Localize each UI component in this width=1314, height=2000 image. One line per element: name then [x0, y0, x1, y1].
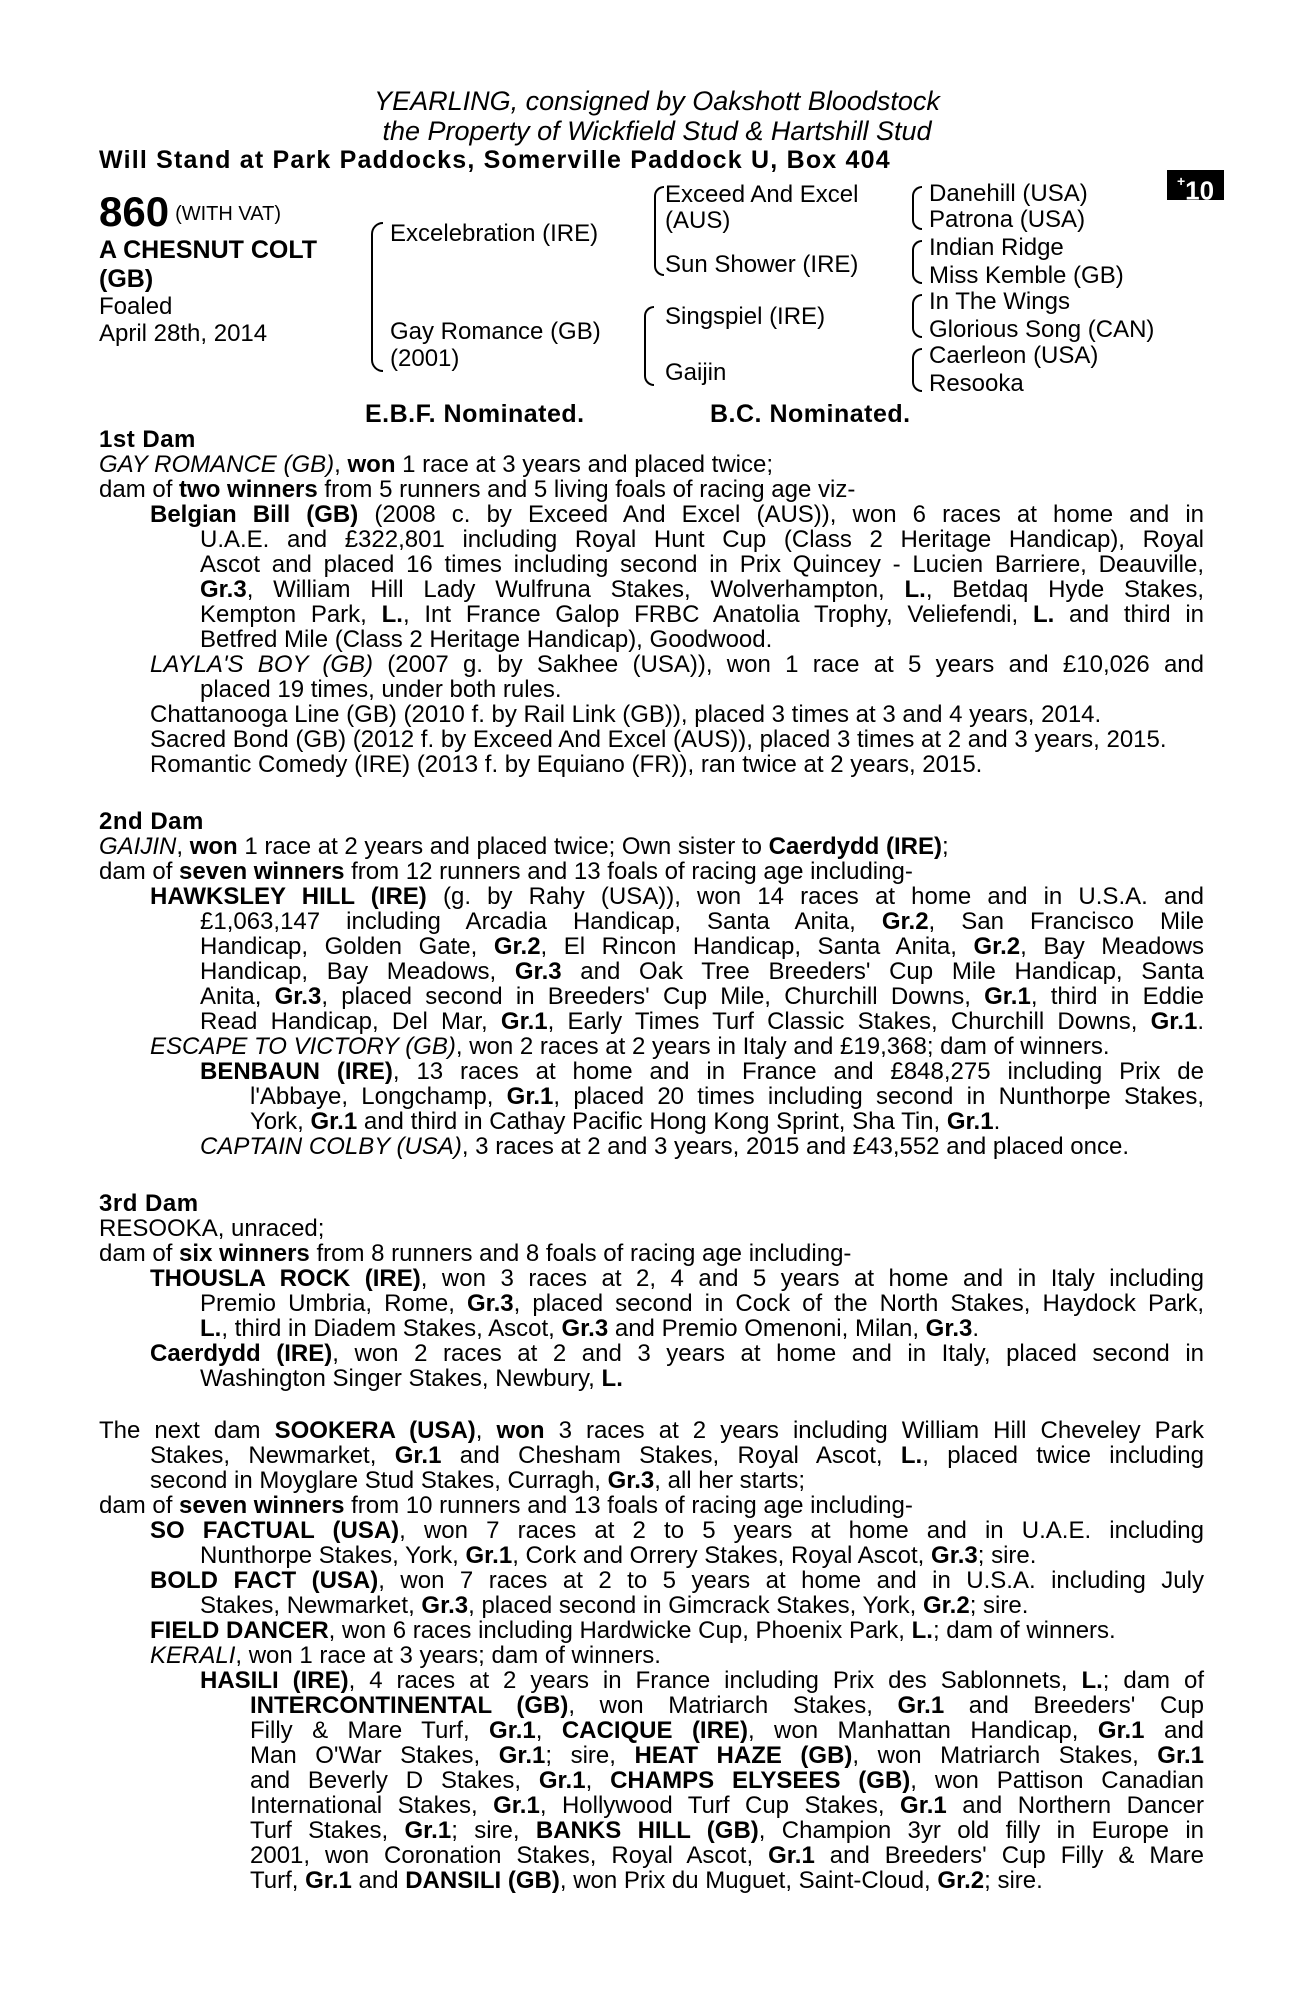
section-heading: 1st Dam — [99, 426, 196, 453]
pedigree-dds: Caerleon (USA) — [929, 342, 1099, 369]
produce-entry: HASILI (IRE), 4 races at 2 years in France including Prix des Sablonnets, L.; dam of — [200, 1667, 1204, 1694]
sire-sire-country: (AUS) — [665, 207, 731, 234]
produce-entry: CAPTAIN COLBY (USA), 3 races at 2 and 3 years, 2015 and £43,552 and placed once. — [200, 1133, 1130, 1160]
pedigree-ssd: Patrona (USA) — [929, 206, 1086, 233]
property-line: the Property of Wickfield Stud & Hartshill Stud — [382, 116, 932, 146]
pedigree-ddd: Resooka — [929, 370, 1024, 397]
dam-record-cont: Stakes, Newmarket, Gr.1 and Chesham Stakes, Royal Ascot, L., placed twice including — [150, 1442, 1204, 1469]
produce-entry-cont: Premio Umbria, Rome, Gr.3, placed second in Cock of the North Stakes, Haydock Park, — [200, 1290, 1204, 1317]
produce-entry: FIELD DANCER, won 6 races including Hardwicke Cup, Phoenix Park, L.; dam of winners. — [150, 1617, 1116, 1644]
ebf-nomination: E.B.F. Nominated. — [365, 400, 585, 428]
pedigree-sdd: Miss Kemble (GB) — [929, 262, 1124, 289]
produce-entry-cont: INTERCONTINENTAL (GB), won Matriarch Stakes, Gr.1 and Breeders' Cup — [250, 1692, 1204, 1719]
produce-entry-cont: Nunthorpe Stakes, York, Gr.1, Cork and Orrery Stakes, Royal Ascot, Gr.3; sire. — [200, 1542, 1037, 1569]
pedigree-dsd: Glorious Song (CAN) — [929, 316, 1155, 343]
dam-produce-summary: dam of seven winners from 12 runners and 13 foals of racing age including- — [99, 858, 913, 885]
dam-record: GAIJIN, won 1 race at 2 years and placed twice; Own sister to Caerdydd (IRE); — [99, 833, 949, 860]
produce-entry-cont: Man O'War Stakes, Gr.1; sire, HEAT HAZE (GB), won Matriarch Stakes, Gr.1 — [250, 1742, 1204, 1769]
produce-entry: Romantic Comedy (IRE) (2013 f. by Equiano (FR)), ran twice at 2 years, 2015. — [150, 751, 983, 778]
produce-entry-cont: Betfred Mile (Class 2 Heritage Handicap), Goodwood. — [200, 626, 773, 653]
produce-entry-cont: Ascot and placed 16 times including second in Prix Quincey - Lucien Barriere, Deauville, — [200, 551, 1204, 578]
produce-entry-cont: Handicap, Bay Meadows, Gr.3 and Oak Tree Breeders' Cup Mile Handicap, Santa — [200, 958, 1204, 985]
produce-entry-cont: Read Handicap, Del Mar, Gr.1, Early Times Turf Classic Stakes, Churchill Downs, Gr.1. — [200, 1008, 1204, 1035]
pedigree-brace — [912, 348, 922, 392]
pedigree-sss: Danehill (USA) — [929, 180, 1088, 207]
pedigree-brace — [912, 294, 922, 338]
produce-entry: HAWKSLEY HILL (IRE) (g. by Rahy (USA)), won 14 races at home and in U.S.A. and — [150, 883, 1205, 910]
produce-entry-cont: Washington Singer Stakes, Newbury, L. — [200, 1365, 623, 1392]
dam-record-cont: second in Moyglare Stud Stakes, Curragh, Gr.3, all her starts; — [150, 1467, 805, 1494]
produce-entry-cont: Turf, Gr.1 and DANSILI (GB), won Prix du Muguet, Saint-Cloud, Gr.2; sire. — [250, 1867, 1043, 1894]
dam-produce-summary: dam of six winners from 8 runners and 8 foals of racing age including- — [99, 1240, 852, 1267]
produce-entry: LAYLA'S BOY (GB) (2007 g. by Sakhee (USA)), won 1 race at 5 years and £10,026 and — [150, 651, 1204, 678]
lot-badge: +10 — [1167, 170, 1224, 200]
stand-location: Will Stand at Park Paddocks, Somerville Paddock U, Box 404 — [99, 146, 891, 174]
pedigree-brace — [644, 306, 654, 386]
dam-record: The next dam SOOKERA (USA), won 3 races at 2 years including William Hill Cheveley Park — [99, 1417, 1204, 1444]
produce-entry-cont: l'Abbaye, Longchamp, Gr.1, placed 20 times including second in Nunthorpe Stakes, — [250, 1083, 1204, 1110]
dam-produce-summary: dam of two winners from 5 runners and 5 living foals of racing age viz- — [99, 476, 856, 503]
produce-entry-cont: Turf Stakes, Gr.1; sire, BANKS HILL (GB), Champion 3yr old filly in Europe in — [250, 1817, 1204, 1844]
produce-entry: KERALI, won 1 race at 3 years; dam of winners. — [150, 1642, 661, 1669]
pedigree-brace — [912, 186, 922, 230]
dam-sire: Singspiel (IRE) — [665, 303, 826, 330]
produce-entry-cont: International Stakes, Gr.1, Hollywood Turf Cup Stakes, Gr.1 and Northern Dancer — [250, 1792, 1204, 1819]
produce-entry-cont: 2001, won Coronation Stakes, Royal Ascot, Gr.1 and Breeders' Cup Filly & Mare — [250, 1842, 1204, 1869]
consignor-line: YEARLING, consigned by Oakshott Bloodstock — [374, 86, 940, 116]
produce-entry: BENBAUN (IRE), 13 races at home and in France and £848,275 including Prix de — [200, 1058, 1204, 1085]
pedigree-dss: In The Wings — [929, 288, 1070, 315]
produce-entry: Sacred Bond (GB) (2012 f. by Exceed And Excel (AUS)), placed 3 times at 2 and 3 years, 2015. — [150, 726, 1167, 753]
lot-number: 860 (WITH VAT) — [99, 188, 281, 235]
produce-entry-cont: L., third in Diadem Stakes, Ascot, Gr.3 and Premio Omenoni, Milan, Gr.3. — [200, 1315, 980, 1342]
section-heading: 3rd Dam — [99, 1190, 199, 1217]
produce-entry: SO FACTUAL (USA), won 7 races at 2 to 5 years at home and in U.A.E. including — [150, 1517, 1205, 1544]
pedigree-brace — [371, 222, 383, 372]
sire-dam: Sun Shower (IRE) — [665, 251, 859, 278]
pedigree-brace — [654, 186, 664, 276]
produce-entry-cont: Handicap, Golden Gate, Gr.2, El Rincon Handicap, Santa Anita, Gr.2, Bay Meadows — [200, 933, 1205, 960]
produce-entry-cont: Filly & Mare Turf, Gr.1, CACIQUE (IRE), won Manhattan Handicap, Gr.1 and — [250, 1717, 1204, 1744]
produce-entry-cont: placed 19 times, under both rules. — [200, 676, 562, 703]
pedigree-sds: Indian Ridge — [929, 234, 1064, 261]
produce-entry-cont: Stakes, Newmarket, Gr.3, placed second in Gimcrack Stakes, York, Gr.2; sire. — [200, 1592, 1029, 1619]
pedigree-brace — [912, 240, 922, 284]
produce-entry-cont: U.A.E. and £322,801 including Royal Hunt Cup (Class 2 Heritage Handicap), Royal — [200, 526, 1204, 553]
produce-entry: THOUSLA ROCK (IRE), won 3 races at 2, 4 and 5 years at home and in Italy including — [150, 1265, 1205, 1292]
produce-entry-cont: York, Gr.1 and third in Cathay Pacific Hong Kong Sprint, Sha Tin, Gr.1. — [250, 1108, 1001, 1135]
produce-entry-cont: and Beverly D Stakes, Gr.1, CHAMPS ELYSEES (GB), won Pattison Canadian — [250, 1767, 1205, 1794]
dam-record: RESOOKA, unraced; — [99, 1215, 325, 1242]
produce-entry: ESCAPE TO VICTORY (GB), won 2 races at 2 years in Italy and £19,368; dam of winners. — [150, 1033, 1110, 1060]
dam-produce-summary: dam of seven winners from 10 runners and 13 foals of racing age including- — [99, 1492, 913, 1519]
produce-entry-cont: Gr.3, William Hill Lady Wulfruna Stakes, Wolverhampton, L., Betdaq Hyde Stakes, — [200, 576, 1204, 603]
sire-name: Excelebration (IRE) — [390, 220, 599, 247]
produce-entry-cont: Anita, Gr.3, placed second in Breeders' Cup Mile, Churchill Downs, Gr.1, third in Eddie — [200, 983, 1205, 1010]
produce-entry: Caerdydd (IRE), won 2 races at 2 and 3 years at home and in Italy, placed second in — [150, 1340, 1205, 1367]
section-heading: 2nd Dam — [99, 808, 204, 835]
dam-year: (2001) — [390, 345, 460, 372]
foaled-info: Foaled April 28th, 2014 — [99, 293, 268, 347]
produce-entry: Belgian Bill (GB) (2008 c. by Exceed And Excel (AUS)), won 6 races at home and in — [150, 501, 1204, 528]
produce-entry-cont: £1,063,147 including Arcadia Handicap, Santa Anita, Gr.2, San Francisco Mile — [200, 908, 1205, 935]
dam-dam: Gaijin — [665, 359, 727, 386]
dam-name: Gay Romance (GB) — [390, 318, 601, 345]
produce-entry: Chattanooga Line (GB) (2010 f. by Rail Link (GB)), placed 3 times at 3 and 4 years, 2014. — [150, 701, 1102, 728]
sire-sire: Exceed And Excel — [665, 181, 859, 208]
produce-entry: BOLD FACT (USA), won 7 races at 2 to 5 years at home and in U.S.A. including July — [150, 1567, 1204, 1594]
produce-entry-cont: Kempton Park, L., Int France Galop FRBC Anatolia Trophy, Veliefendi, L. and third in — [200, 601, 1204, 628]
dam-record: GAY ROMANCE (GB), won 1 race at 3 years and placed twice; — [99, 451, 774, 478]
horse-description: A CHESNUT COLT (GB) — [99, 236, 318, 293]
bc-nomination: B.C. Nominated. — [710, 400, 911, 428]
